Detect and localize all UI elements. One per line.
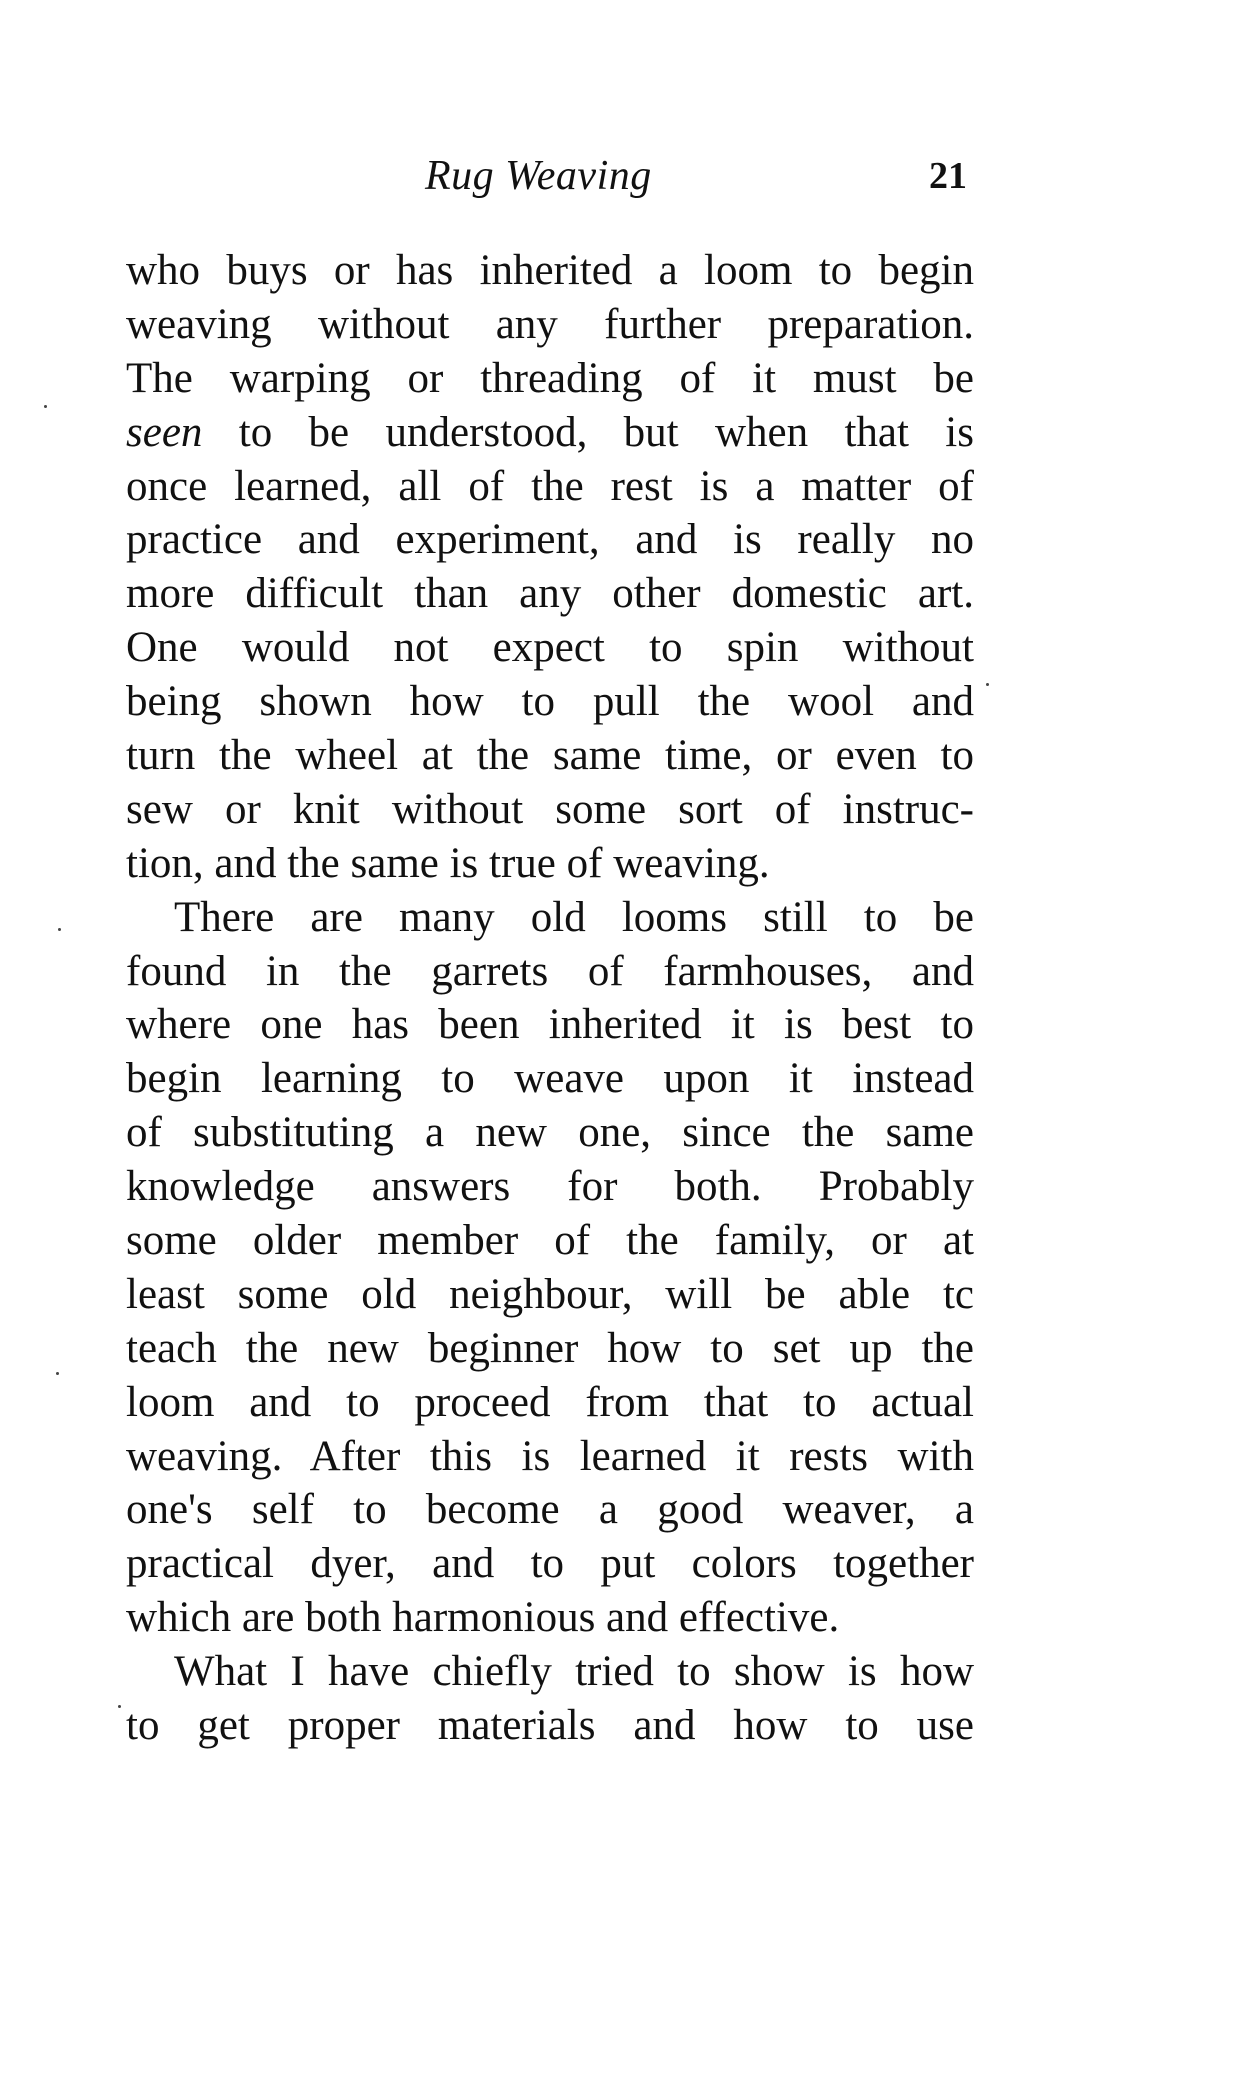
- text-line: weaving without any further preparation.: [126, 300, 974, 348]
- body-text: [126, 244, 974, 1753]
- text-line: which are both harmonious and effective.: [126, 1594, 840, 1642]
- text-line: practice and experiment, and is really no: [126, 516, 974, 564]
- text-line: found in the garrets of farmhouses, and: [126, 947, 974, 995]
- scan-speck: [58, 928, 61, 931]
- text-line: once learned, all of the rest is a matter of: [126, 462, 974, 510]
- text-line: where one has been inherited it is best to: [126, 1001, 974, 1049]
- text-line: One would not expect to spin without: [126, 624, 974, 672]
- text-line: practical dyer, and to put colors together: [126, 1540, 974, 1588]
- text-line: sew or knit without some sort of instruc-: [126, 785, 974, 833]
- text-line: some older member of the family, or at: [126, 1217, 974, 1265]
- line-remainder: to be understood, but when that is: [202, 408, 974, 456]
- paragraph-2: [126, 891, 974, 1645]
- scan-speck: [986, 683, 989, 686]
- text-line: one's self to become a good weaver, a: [126, 1486, 974, 1534]
- scan-speck: [56, 1372, 59, 1375]
- paragraph-3: [126, 1645, 974, 1753]
- text-line: tion, and the same is true of weaving.: [126, 839, 770, 887]
- text-line: There are many old looms still to be: [174, 893, 974, 941]
- paragraph-1: [126, 244, 974, 891]
- text-line: being shown how to pull the wool and: [126, 678, 974, 726]
- text-line: The warping or threading of it must be: [126, 354, 974, 402]
- running-head: [0, 152, 1250, 212]
- text-line: teach the new beginner how to set up the: [126, 1324, 974, 1372]
- text-line: begin learning to weave upon it instead: [126, 1055, 974, 1103]
- emphasized-word: seen: [126, 408, 203, 456]
- text-line: knowledge answers for both. Probably: [126, 1163, 974, 1211]
- text-line: least some old neighbour, will be able tc: [126, 1270, 974, 1318]
- text-line: loom and to proceed from that to actual: [126, 1378, 974, 1426]
- scan-speck: [118, 1705, 121, 1708]
- text-line: more difficult than any other domestic art.: [126, 570, 974, 618]
- text-line: weaving. After this is learned it rests with: [126, 1432, 974, 1480]
- text-line: to get proper materials and how to use: [126, 1702, 974, 1750]
- text-line: [126, 406, 974, 460]
- running-title: Rug Weaving: [425, 153, 652, 199]
- text-line: who buys or has inherited a loom to begin: [126, 247, 974, 294]
- text-line: turn the wheel at the same time, or even to: [126, 732, 974, 780]
- text-line: What I have chiefly tried to show is how: [174, 1648, 974, 1696]
- text-line: of substituting a new one, since the same: [126, 1109, 974, 1157]
- page-number: 21: [929, 155, 967, 197]
- scan-speck: [44, 405, 47, 408]
